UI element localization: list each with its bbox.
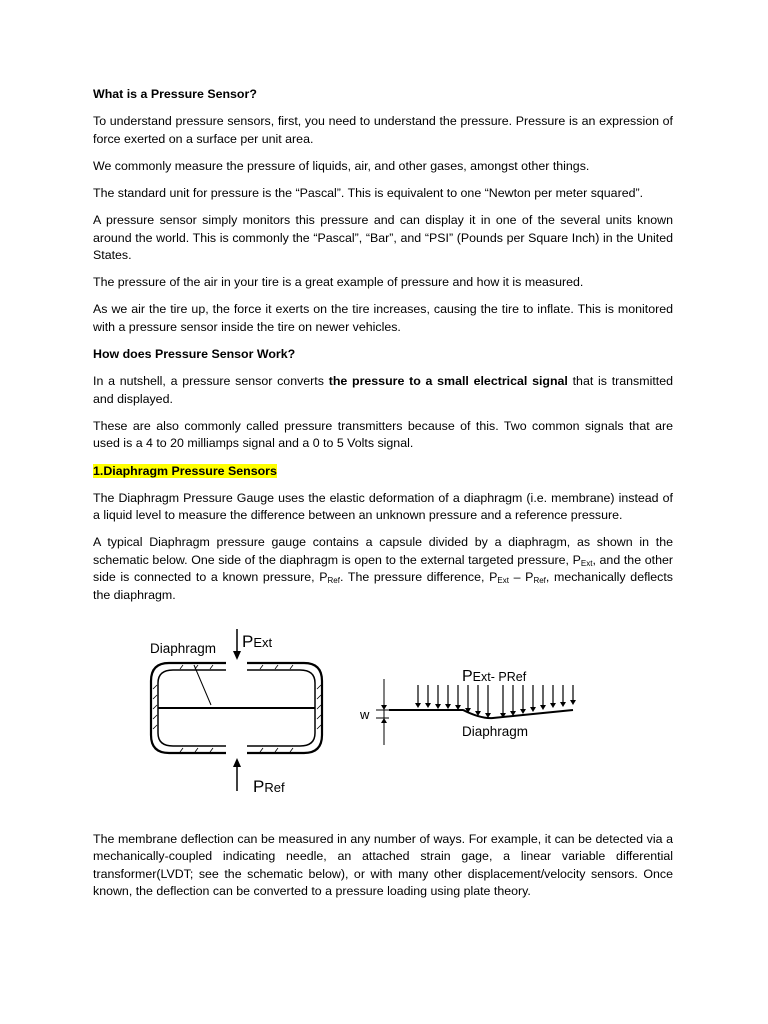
paragraph-common-measure: We commonly measure the pressure of liquids, air, and other gases, amongst other things. (93, 158, 590, 173)
label-w: w (360, 706, 370, 722)
paragraph-transmitters: These are also commonly called pressure transmitters because of this. Two common signals that are used is a 4 to 20 milliamps signal and a 0 to 5 Volts signal. (93, 418, 673, 451)
highlighted-heading: 1.Diaphragm Pressure Sensors (93, 463, 277, 478)
label-diaphragm-right: Diaphragm (462, 723, 529, 739)
label-pext-pref: PExt- PRef (462, 667, 527, 685)
diaphragm-schematic-svg (93, 619, 673, 809)
paragraph-membrane-deflection: The membrane deflection can be measured in any number of ways. For example, it can be detected via a mechanically-coupled indicating needle, an attached strain gage, a linear variable differential transformer(LVDT; see the schematic below), or with many other displacement/velocity sensors. Once known, the deflection can be converted to a pressure loading using plate theory. (93, 831, 673, 899)
heading-what-is-pressure-sensor: What is a Pressure Sensor? (93, 87, 257, 101)
paragraph-diaphragm-gauge: The Diaphragm Pressure Gauge uses the elastic deformation of a diaphragm (i.e. membrane) instead of a liquid level to measure the difference between an unknown pressure and a reference pressure. (93, 490, 673, 523)
paragraph-tire-inflate: As we air the tire up, the force it exerts on the tire increases, causing the tire to inflate. This is monitored with a pressure sensor inside the tire on newer vehicles. (93, 302, 673, 334)
paragraph-intro: To understand pressure sensors, first, you need to understand the pressure. Pressure is an expression of force exerted on a surface per unit area. (93, 114, 673, 146)
paragraph-standard-unit: The standard unit for pressure is the “Pascal”. This is equivalent to one “Newton per meter squared”. (93, 185, 644, 200)
label-diaphragm-left: Diaphragm (150, 640, 217, 656)
paragraph-nutshell: In a nutshell, a pressure sensor converts the pressure to a small electrical signal that is transmitted and displayed. (93, 374, 673, 406)
bold-electrical-signal: the pressure to a small electrical signal (328, 374, 568, 389)
diaphragm-schematic (93, 619, 673, 809)
label-p-ref: PRef (253, 776, 285, 796)
heading-how-does-it-work: How does Pressure Sensor Work? (93, 347, 296, 362)
document-body (93, 86, 673, 911)
paragraph-typical-gauge: A typical Diaphragm pressure gauge contains a capsule divided by a diaphragm, as shown in the schematic below. One side of the diaphragm is open to the external targeted pressure, $P_{Ext}$, and the other side is connected to a known pressure, $P_{Ref}$. The pressure difference, $P_{Ext} - P_{Ref}$, mechanically deflects the diaphragm. (93, 535, 674, 603)
paragraph-tire-example: The pressure of the air in your tire is a great example of pressure and how it is measured. (93, 275, 584, 290)
paragraph-sensor-units: A pressure sensor simply monitors this pressure and can display it in one of the several units known around the world. This is commonly the “Pascal”, “Bar”, and “PSI” (Pounds per Square Inch) in the United States. (93, 212, 673, 263)
section-heading-diaphragm (93, 463, 673, 481)
label-p-ext: PExt (242, 631, 273, 651)
arrow-up-icon (233, 758, 241, 767)
arrow-down-icon (233, 651, 241, 660)
